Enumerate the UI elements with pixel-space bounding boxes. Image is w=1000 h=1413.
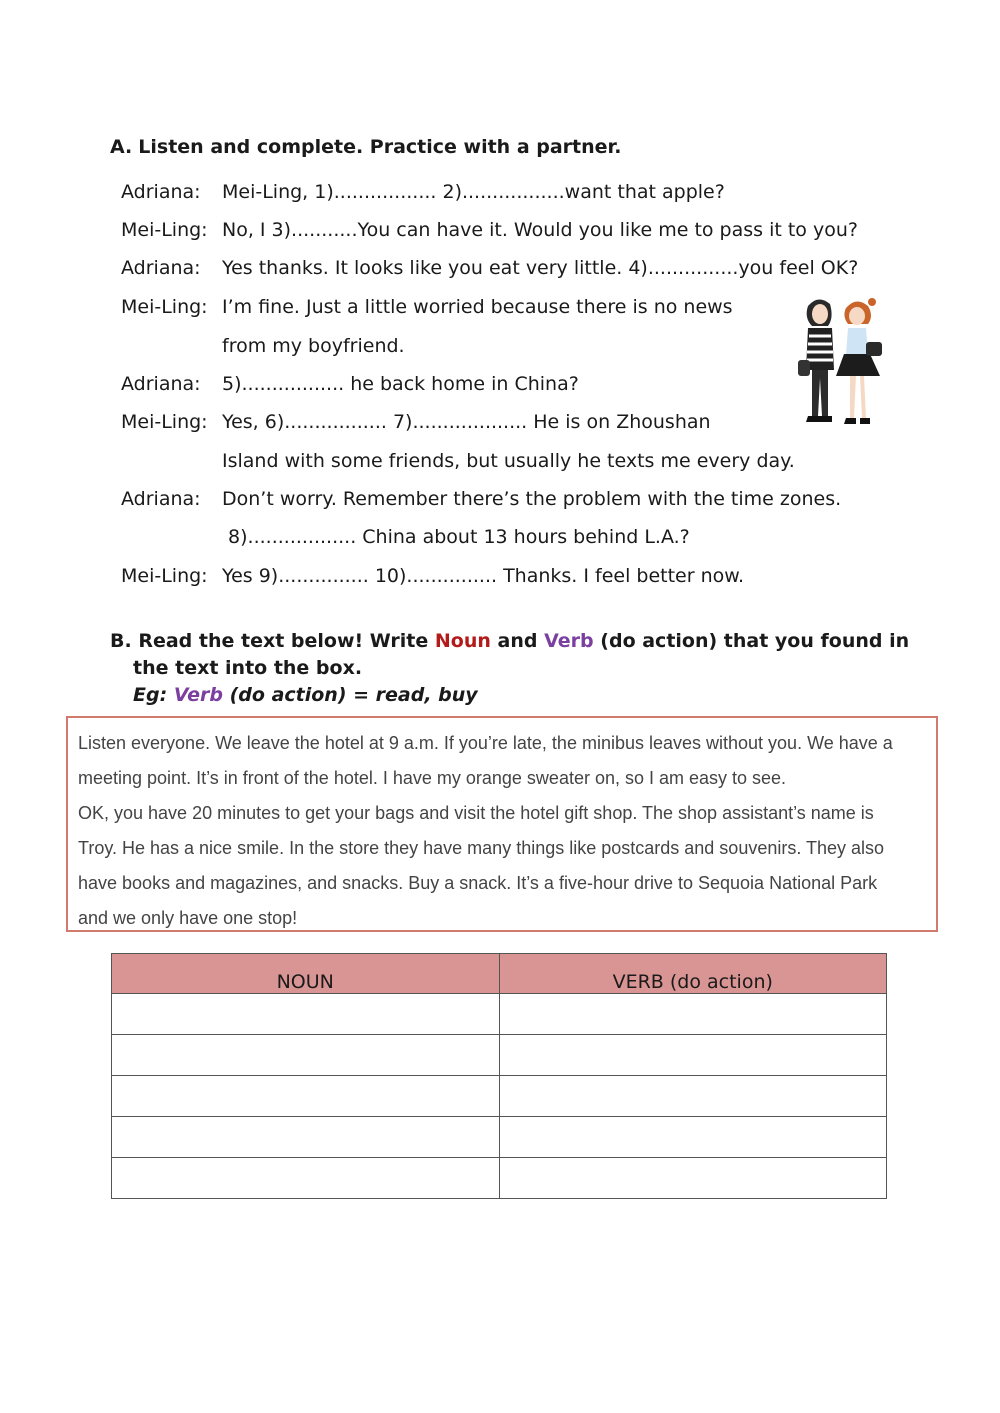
- reading-line: Listen everyone. We leave the hotel at 9 a.m. If you’re late, the minibus leaves without you. We have a: [78, 733, 893, 753]
- noun-answer-cell[interactable]: [112, 1158, 500, 1199]
- example-verb: Verb: [173, 684, 223, 706]
- verb-answer-cell[interactable]: [499, 1035, 887, 1076]
- girl-left-icon: [798, 299, 834, 422]
- table-row: [112, 1035, 887, 1076]
- table-row: [112, 1117, 887, 1158]
- table-row: [112, 994, 887, 1035]
- verb-answer-cell[interactable]: [499, 994, 887, 1035]
- utterance: 8).................. China about 13 hours behind L.A.?: [222, 526, 690, 548]
- reading-line: have books and magazines, and snacks. Buy a snack. It’s a five-hour drive to Sequoia National Park: [78, 873, 878, 893]
- section-b-number: B.: [110, 630, 132, 652]
- utterance: Mei-Ling, 1)................. 2).................want that apple?: [222, 181, 725, 203]
- example-rest: (do action) = read, buy: [229, 684, 478, 706]
- noun-answer-cell[interactable]: [112, 1117, 500, 1158]
- verb-answer-cell[interactable]: [499, 1117, 887, 1158]
- section-b-and: and: [497, 630, 538, 652]
- utterance: 5)................. he back home in China?: [222, 373, 579, 395]
- noun-keyword: Noun: [434, 630, 491, 652]
- noun-answer-cell[interactable]: [112, 994, 500, 1035]
- utterance: Yes 9)............... 10)............... Thanks. I feel better now.: [222, 565, 745, 587]
- reading-text-box: [66, 716, 938, 932]
- reading-line: Troy. He has a nice smile. In the store they have many things like postcards and souvenirs. They also: [78, 838, 885, 858]
- reading-line: OK, you have 20 minutes to get your bags and visit the hotel gift shop. The shop assistant’s name is: [78, 803, 874, 823]
- speaker: Mei-Ling:: [121, 411, 208, 433]
- speaker: Adriana:: [121, 257, 201, 279]
- utterance: Don’t worry. Remember there’s the problem with the time zones.: [222, 488, 842, 510]
- section-b-text-2: (do action) that you found in: [600, 630, 910, 652]
- verb-column-header: VERB (do action): [499, 954, 887, 994]
- noun-answer-cell[interactable]: [112, 1035, 500, 1076]
- table-row: [112, 1076, 887, 1117]
- section-a-number: A.: [110, 136, 133, 158]
- utterance: Island with some friends, but usually he texts me every day.: [222, 450, 795, 472]
- section-b-text-3: the text into the box.: [133, 657, 363, 679]
- reading-line: meeting point. It’s in front of the hotel. I have my orange sweater on, so I am easy to see.: [78, 768, 787, 788]
- utterance: No, I 3)...........You can have it. Would you like me to pass it to you?: [222, 219, 858, 241]
- utterance: I’m fine. Just a little worried because there is no news: [222, 296, 733, 318]
- utterance: from my boyfriend.: [222, 335, 405, 357]
- speaker: Mei-Ling:: [121, 565, 208, 587]
- table-header-row: [112, 954, 887, 994]
- verb-keyword: Verb: [544, 630, 594, 652]
- utterance: Yes, 6)................. 7)................... He is on Zhoushan: [222, 411, 711, 433]
- section-a-instruction: Listen and complete. Practice with a partner.: [138, 136, 622, 158]
- noun-verb-table: [111, 953, 887, 1199]
- verb-answer-cell[interactable]: [499, 1076, 887, 1117]
- speaker: Mei-Ling:: [121, 219, 208, 241]
- speaker: Mei-Ling:: [121, 296, 208, 318]
- speaker: Adriana:: [121, 181, 201, 203]
- section-b-instruction: [110, 628, 910, 709]
- reading-line: and we only have one stop!: [78, 908, 298, 928]
- example-line: [110, 682, 910, 709]
- verb-answer-cell[interactable]: [499, 1158, 887, 1199]
- example-label: Eg:: [133, 684, 168, 706]
- section-b-text-1: Read the text below! Write: [138, 630, 429, 652]
- speaker: Adriana:: [121, 373, 201, 395]
- section-a-title: [110, 136, 621, 158]
- utterance: Yes thanks. It looks like you eat very little. 4)...............you feel OK?: [222, 257, 859, 279]
- table-row: [112, 1158, 887, 1199]
- two-girls-illustration: [790, 292, 890, 432]
- noun-answer-cell[interactable]: [112, 1076, 500, 1117]
- speaker: Adriana:: [121, 488, 201, 510]
- noun-column-header: NOUN: [112, 954, 500, 994]
- girl-right-icon: [836, 298, 882, 424]
